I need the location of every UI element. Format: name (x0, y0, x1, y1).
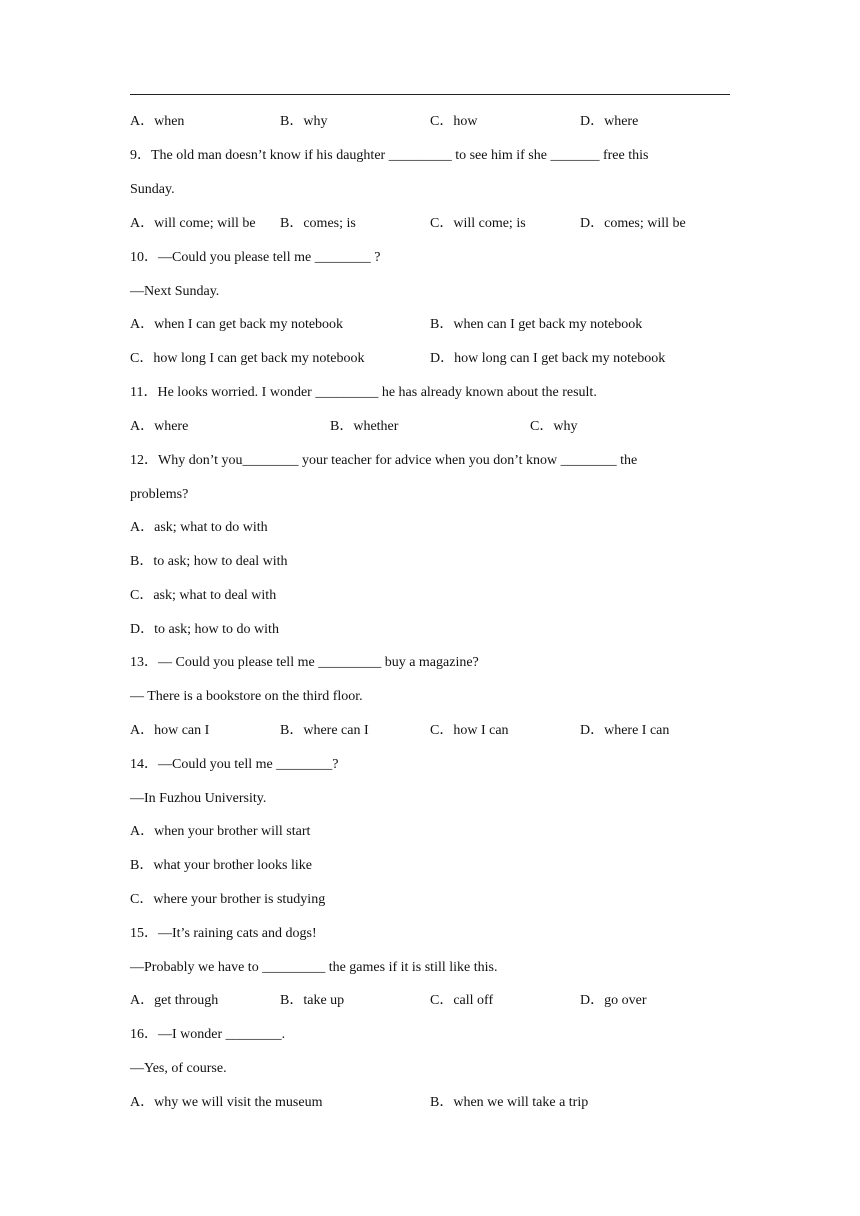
q9-option-d[interactable]: D．comes; will be (580, 216, 686, 231)
q15-option-a[interactable]: A．get through (130, 993, 219, 1008)
q10-reply: —Next Sunday. (130, 284, 220, 299)
q14-option-a[interactable]: A．when your brother will start (130, 824, 311, 839)
q8-option-b[interactable]: B．why (280, 114, 328, 129)
q12-option-c[interactable]: C．ask; what to deal with (130, 588, 277, 603)
q16-reply: —Yes, of course. (130, 1061, 227, 1076)
q12-option-b[interactable]: B．to ask; how to deal with (130, 554, 288, 569)
q15-option-b[interactable]: B．take up (280, 993, 345, 1008)
q10-stem: 10．—Could you please tell me ________ ? (130, 250, 381, 265)
q14-option-b[interactable]: B．what your brother looks like (130, 858, 312, 873)
q11-option-c[interactable]: C．why (530, 419, 578, 434)
q11-option-a[interactable]: A．where (130, 419, 189, 434)
q13-option-b[interactable]: B．where can I (280, 723, 369, 738)
header-rule (130, 94, 730, 95)
q8-option-d[interactable]: D．where (580, 114, 639, 129)
q10-option-c[interactable]: C．how long I can get back my notebook (130, 351, 365, 366)
q9-stem-line2: Sunday. (130, 182, 175, 197)
q13-reply: — There is a bookstore on the third floor. (130, 689, 363, 704)
q14-stem: 14．—Could you tell me ________? (130, 757, 339, 772)
q12-stem-line2: problems? (130, 487, 189, 502)
q15-option-d[interactable]: D．go over (580, 993, 647, 1008)
q9-option-a[interactable]: A．will come; will be (130, 216, 256, 231)
q14-option-c[interactable]: C．where your brother is studying (130, 892, 326, 907)
q13-option-a[interactable]: A．how can I (130, 723, 210, 738)
q9-stem-line1: 9．The old man doesn’t know if his daughter _________ to see him if she _______ free this (130, 148, 649, 163)
q15-option-c[interactable]: C．call off (430, 993, 494, 1008)
q16-stem: 16．—I wonder ________. (130, 1027, 286, 1042)
q16-option-a[interactable]: A．why we will visit the museum (130, 1095, 323, 1110)
q12-option-a[interactable]: A．ask; what to do with (130, 520, 268, 535)
q11-stem: 11．He looks worried. I wonder _________ he has already known about the result. (130, 385, 597, 400)
q9-option-b[interactable]: B．comes; is (280, 216, 356, 231)
q10-option-a[interactable]: A．when I can get back my notebook (130, 317, 344, 332)
q15-stem: 15．—It’s raining cats and dogs! (130, 926, 317, 941)
q10-option-d[interactable]: D．how long can I get back my notebook (430, 351, 666, 366)
q16-option-b[interactable]: B．when we will take a trip (430, 1095, 589, 1110)
q13-stem: 13．— Could you please tell me _________ buy a magazine? (130, 655, 479, 670)
q9-option-c[interactable]: C．will come; is (430, 216, 526, 231)
q14-reply: —In Fuzhou University. (130, 791, 267, 806)
q13-option-c[interactable]: C．how I can (430, 723, 509, 738)
q11-option-b[interactable]: B．whether (330, 419, 399, 434)
q8-option-c[interactable]: C．how (430, 114, 478, 129)
q15-reply: —Probably we have to _________ the games if it is still like this. (130, 960, 498, 975)
q12-stem-line1: 12．Why don’t you________ your teacher for advice when you don’t know ________ the (130, 453, 638, 468)
q12-option-d[interactable]: D．to ask; how to do with (130, 622, 279, 637)
q8-option-a[interactable]: A．when (130, 114, 185, 129)
q13-option-d[interactable]: D．where I can (580, 723, 670, 738)
q10-option-b[interactable]: B．when can I get back my notebook (430, 317, 643, 332)
